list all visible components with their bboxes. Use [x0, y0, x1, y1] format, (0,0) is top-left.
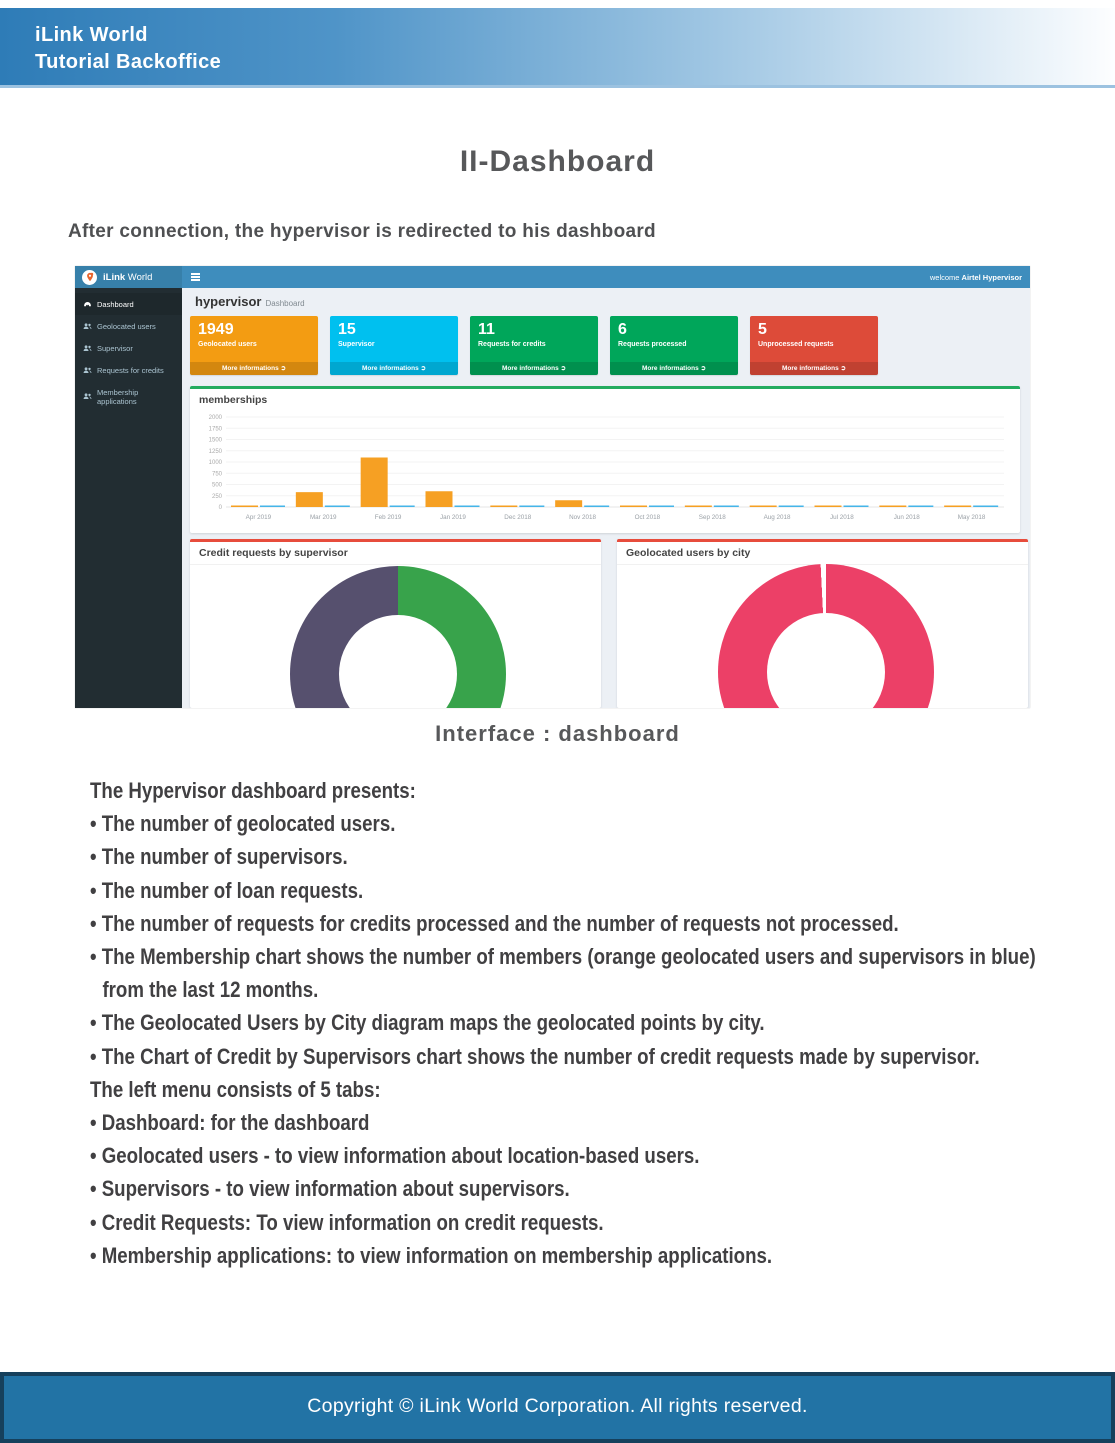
dashboard-icon	[83, 300, 92, 309]
arrow-circle-icon: ➲	[420, 365, 426, 372]
users-icon	[83, 344, 92, 353]
svg-text:1000: 1000	[208, 460, 222, 466]
banner-line-1: iLink World	[35, 24, 148, 46]
users-icon	[83, 322, 92, 331]
arrow-circle-icon: ➲	[700, 365, 706, 372]
document-line: • Supervisors - to view information about supervisors.	[90, 1176, 570, 1202]
stat-card	[190, 316, 318, 375]
svg-text:Mar 2019: Mar 2019	[309, 514, 337, 521]
document-line: • The number of geolocated users.	[90, 811, 396, 837]
document-line: • Credit Requests: To view information on credit requests.	[90, 1209, 604, 1235]
document-line: • The Membership chart shows the number of members (orange geolocated users and supervisors in blue)	[90, 944, 1036, 970]
arrow-circle-icon: ➲	[840, 365, 846, 372]
memberships-bar-chart	[198, 409, 1012, 529]
document-line: • The Geolocated Users by City diagram maps the geolocated points by city.	[90, 1010, 765, 1036]
more-informations-link[interactable]: More informations ➲	[470, 362, 598, 375]
svg-text:Sep 2018: Sep 2018	[698, 514, 726, 521]
stat-value: 15	[338, 321, 356, 338]
sidebar-item-dashboard[interactable]	[75, 293, 182, 315]
arrow-circle-icon: ➲	[280, 365, 286, 372]
svg-text:May 2018: May 2018	[957, 514, 986, 521]
brand-name: iLink World	[103, 271, 153, 283]
donut-hole	[767, 613, 885, 708]
stat-label: Unprocessed requests	[758, 341, 834, 348]
svg-text:Aug 2018: Aug 2018	[763, 514, 791, 521]
page-footer	[0, 1372, 1115, 1443]
page-title: II-Dashboard	[459, 145, 656, 178]
more-informations-link[interactable]: More informations ➲	[190, 362, 318, 375]
document-body-text	[90, 774, 1086, 1272]
credit-requests-box	[190, 539, 601, 708]
svg-text:Feb 2019: Feb 2019	[374, 514, 402, 521]
stat-label: Geolocated users	[198, 341, 257, 348]
sidebar-item-requests-for-credits[interactable]	[75, 359, 182, 381]
more-informations-link[interactable]: More informations ➲	[610, 362, 738, 375]
sidebar-item-label: Supervisor	[97, 343, 133, 353]
copyright-text: Copyright © iLink World Corporation. All rights reserved.	[307, 1395, 808, 1417]
more-informations-link[interactable]: More informations ➲	[330, 362, 458, 375]
breadcrumb: Dashboard	[265, 299, 305, 308]
stat-value: 6	[618, 321, 627, 338]
donut-hole	[339, 615, 457, 708]
sidebar-item-label: Requests for credits	[97, 365, 164, 375]
geolocated-users-donut-chart	[718, 564, 934, 708]
svg-text:500: 500	[211, 482, 222, 489]
memberships-box-title: memberships	[199, 394, 268, 406]
svg-text:750: 750	[211, 471, 222, 478]
sidebar-item-geolocated-users[interactable]	[75, 315, 182, 337]
document-line: The Hypervisor dashboard presents:	[90, 778, 416, 803]
more-informations-link[interactable]: More informations ➲	[750, 362, 878, 375]
stat-value: 5	[758, 321, 767, 338]
banner-line-2: Tutorial Backoffice	[35, 51, 222, 73]
document-line: • The number of requests for credits processed and the number of requests not processed.	[90, 910, 899, 936]
document-line: from the last 12 months.	[102, 977, 319, 1003]
stat-card	[610, 316, 738, 375]
geolocated-users-box-title: Geolocated users by city	[617, 542, 1028, 565]
svg-text:Apr 2019: Apr 2019	[245, 514, 272, 521]
document-line: • The number of supervisors.	[90, 844, 348, 870]
sidebar-item-supervisor[interactable]	[75, 337, 182, 359]
hamburger-icon[interactable]	[191, 273, 200, 283]
stat-value: 1949	[198, 321, 234, 338]
stat-label: Requests for credits	[478, 341, 546, 348]
svg-text:Jun 2018: Jun 2018	[893, 514, 920, 521]
dashboard-navbar	[182, 266, 1030, 288]
sidebar-item-label: Dashboard	[97, 299, 134, 309]
svg-text:Nov 2018: Nov 2018	[569, 514, 597, 521]
dashboard-screenshot	[75, 266, 1030, 708]
sidebar-menu	[75, 288, 182, 708]
welcome-user[interactable]: welcome Airtel Hypervisor	[929, 272, 1022, 282]
sidebar-item-label: Geolocated users	[97, 321, 156, 331]
document-line: • Dashboard: for the dashboard	[90, 1110, 370, 1136]
intro-text: After connection, the hypervisor is redirected to his dashboard	[68, 221, 656, 242]
sidebar-item-membership-applications[interactable]	[75, 381, 182, 412]
users-icon	[83, 392, 92, 401]
dashboard-topbar	[75, 266, 1030, 288]
document-line: • The number of loan requests.	[90, 877, 364, 903]
svg-text:250: 250	[211, 493, 222, 500]
stat-label: Requests processed	[618, 341, 687, 348]
credit-requests-box-title: Credit requests by supervisor	[190, 542, 601, 565]
brand-logo[interactable]	[75, 266, 182, 288]
screenshot-caption: Interface : dashboard	[435, 721, 680, 746]
document-line: The left menu consists of 5 tabs:	[90, 1076, 381, 1102]
stat-cards-row	[190, 316, 878, 375]
document-line: • Geolocated users - to view information about location-based users.	[90, 1143, 700, 1169]
svg-text:1750: 1750	[208, 426, 222, 433]
svg-text:0: 0	[218, 505, 222, 511]
stat-card	[330, 316, 458, 375]
users-icon	[83, 366, 92, 375]
document-line: • Membership applications: to view information on membership applications.	[90, 1242, 773, 1268]
svg-text:1500: 1500	[208, 437, 222, 444]
arrow-circle-icon: ➲	[560, 365, 566, 372]
dashboard-content	[182, 288, 1030, 708]
stat-value: 11	[478, 321, 495, 338]
sidebar-item-label: Membership applications	[97, 387, 139, 406]
content-title: hypervisor	[195, 294, 262, 309]
memberships-box	[190, 386, 1020, 533]
content-header	[195, 293, 305, 311]
svg-text:Oct 2018: Oct 2018	[634, 514, 661, 521]
svg-text:Jan 2019: Jan 2019	[439, 514, 466, 521]
svg-text:2000: 2000	[208, 415, 222, 421]
credit-requests-donut-chart	[290, 566, 506, 708]
map-pin-logo-icon	[82, 270, 97, 285]
stat-label: Supervisor	[338, 341, 375, 348]
stat-card	[750, 316, 878, 375]
svg-text:Jul 2018: Jul 2018	[830, 514, 854, 521]
page-banner	[0, 8, 1115, 88]
stat-card	[470, 316, 598, 375]
document-line: • The Chart of Credit by Supervisors chart shows the number of credit requests made by supervisor.	[90, 1043, 980, 1069]
geolocated-users-box	[617, 539, 1028, 708]
svg-text:Dec 2018: Dec 2018	[504, 514, 532, 521]
svg-text:1250: 1250	[208, 448, 222, 455]
